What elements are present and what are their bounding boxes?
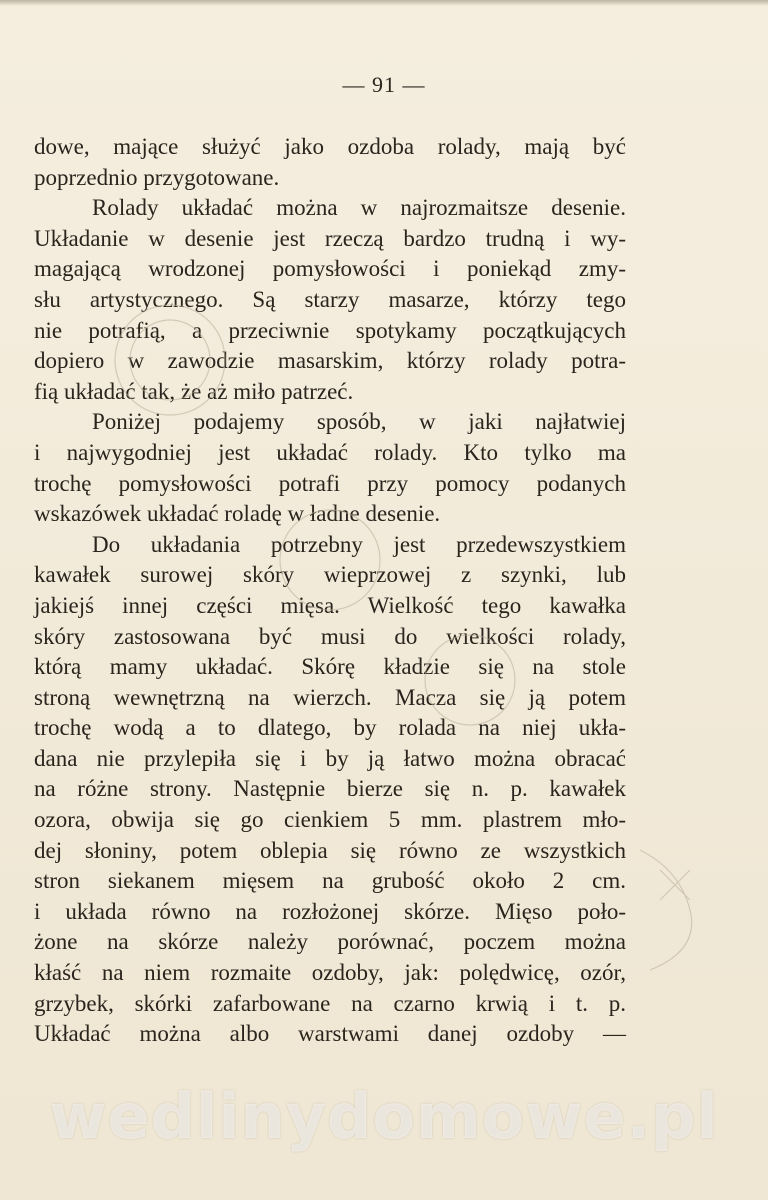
text-line: Rolady układać można w najrozmaitsze desenie. — [92, 195, 626, 221]
text-line: Układanie w desenie jest rzeczą bardzo trudną i wy- — [34, 225, 626, 251]
site-watermark: wedlinydomowe.pl — [49, 1080, 719, 1153]
text-line: dej słoniny, potem oblepia się równo ze wszystkich — [34, 837, 626, 863]
text-line: magającą wrodzonej pomysłowości i poniekąd zmy- — [34, 256, 626, 282]
text-line: i najwygodniej jest układać rolady. Kto tylko ma — [34, 439, 626, 465]
text-line: trochę wodą a to dlatego, by rolada na niej ukła- — [34, 715, 626, 741]
text-line: grzybek, skórki zafarbowane na czarno krwią i t. p. — [34, 990, 626, 1016]
page-number: — 91 — — [342, 72, 426, 97]
text-line: Układać można albo warstwami danej ozdoby — — [34, 1021, 626, 1047]
text-line: jakiejś innej części mięsa. Wielkość tego kawałka — [34, 592, 626, 618]
text-line: dowe, mające służyć jako ozdoba rolady, mają być — [34, 134, 626, 159]
page-body — [34, 132, 626, 1050]
text-line: poprzednio przygotowane. — [34, 164, 280, 190]
text-line: dana nie przylepiła się i by ją łatwo można obracać — [34, 745, 626, 771]
text-line: dopiero w zawodzie masarskim, którzy rolady potra- — [34, 348, 626, 374]
text-line: nie potrafią, a przeciwnie spotykamy początkujących — [34, 317, 626, 343]
text-line: słu artystycznego. Są starzy masarze, którzy tego — [34, 286, 626, 312]
text-line: stron siekanem mięsem na grubość około 2 cm. — [34, 868, 626, 894]
text-line: Do układania potrzebny jest przedewszystkiem — [92, 531, 626, 557]
text-line: skóry zastosowana być musi do wielkości rolady, — [34, 623, 626, 649]
text-line: kawałek surowej skóry wieprzowej z szynki, lub — [34, 562, 626, 588]
text-line: wskazówek układać roladę w ładne desenie. — [34, 501, 441, 527]
text-line: którą mamy układać. Skórę kładzie się na stole — [34, 654, 626, 680]
page-top-edge — [0, 0, 768, 6]
text-line: trochę pomysłowości potrafi przy pomocy podanych — [34, 470, 626, 496]
text-line: na różne strony. Następnie bierze się n. p. kawałek — [34, 776, 626, 802]
text-line: żone na skórze należy porównać, poczem można — [34, 929, 626, 955]
text-line: Poniżej podajemy sposób, w jaki najłatwiej — [92, 409, 626, 435]
text-line: ozora, obwija się go cienkiem 5 mm. plastrem mło- — [34, 807, 626, 833]
text-line: i układa równo na rozłożonej skórze. Mięso poło- — [34, 898, 626, 924]
text-line: kłaść na niem rozmaite ozdoby, jak: polędwicę, ozór, — [34, 960, 626, 986]
text-line: stroną wewnętrzną na wierzch. Macza się ją potem — [34, 684, 626, 710]
text-line: fią układać tak, że aż miło patrzeć. — [34, 378, 354, 404]
